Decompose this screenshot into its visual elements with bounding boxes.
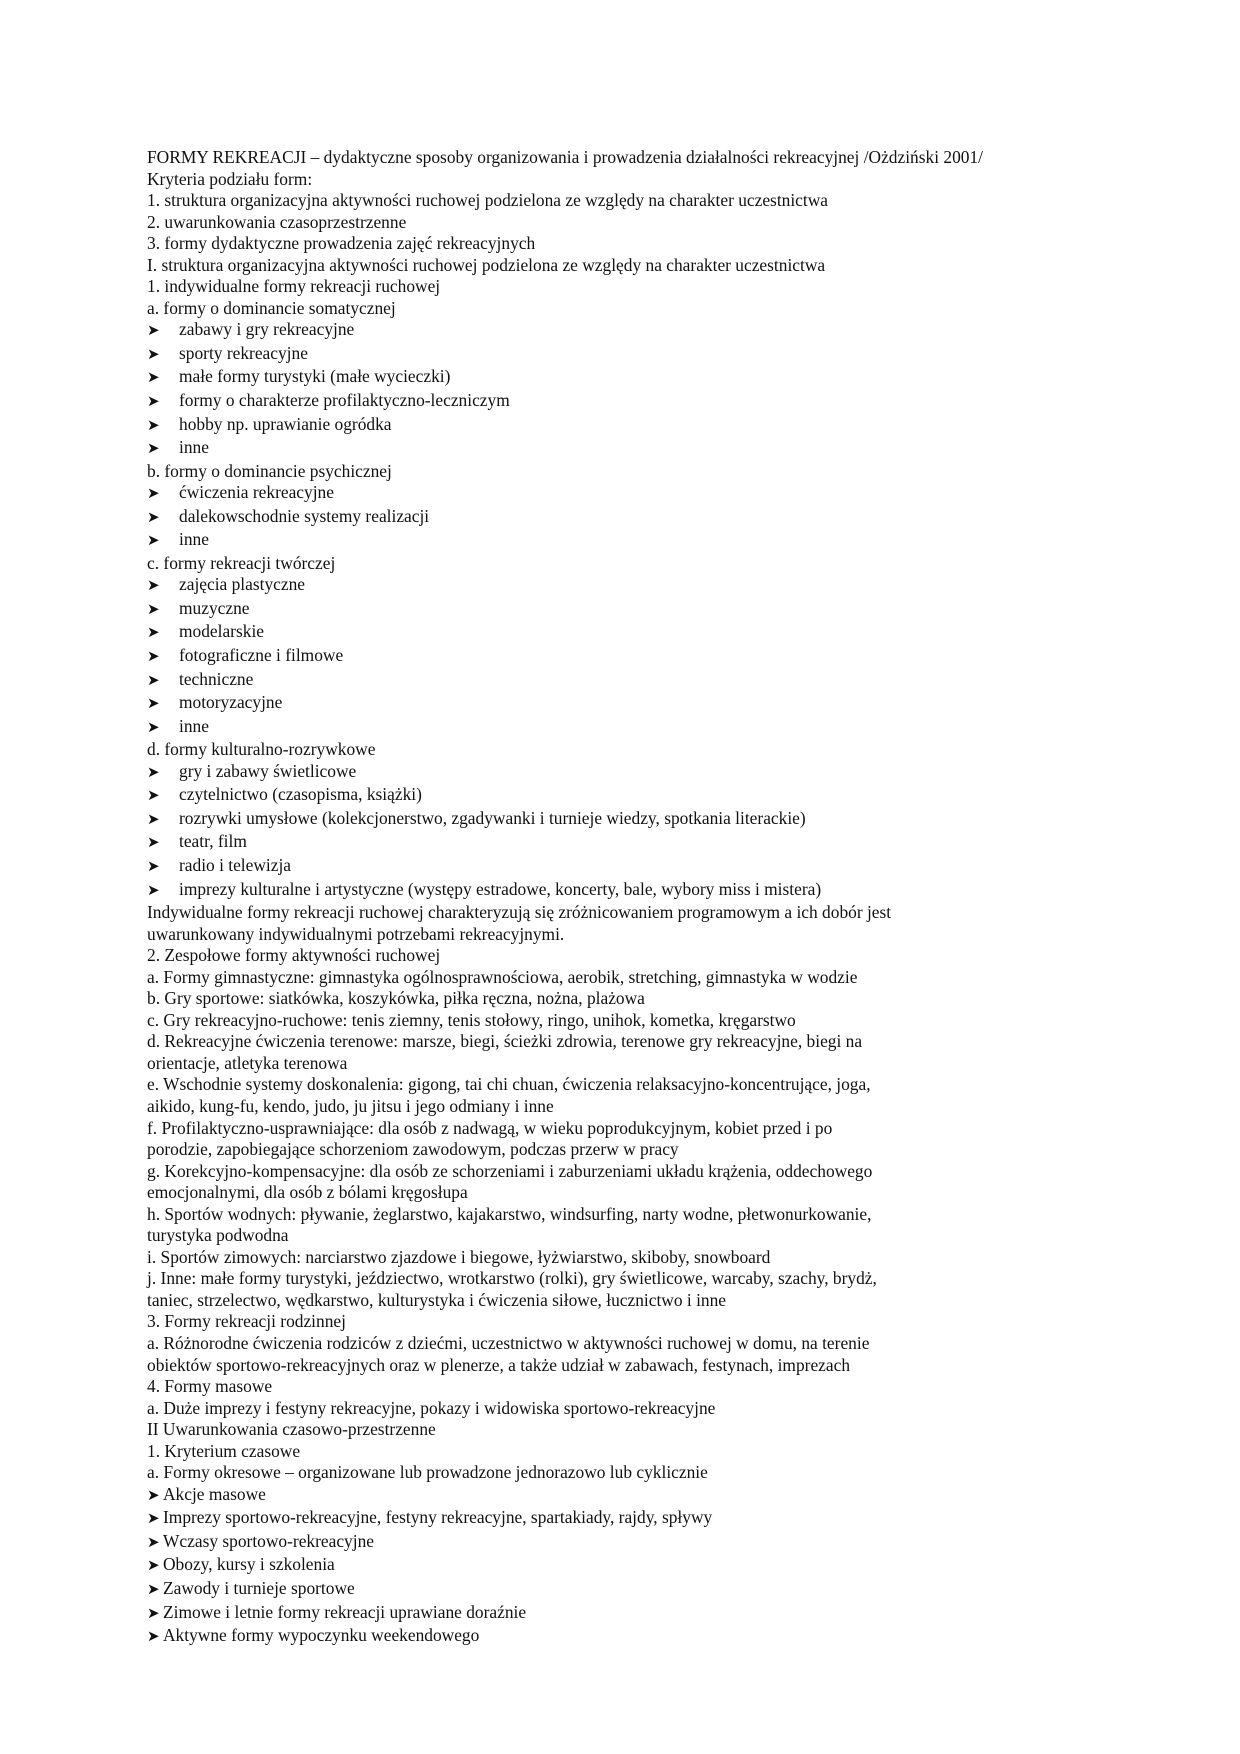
bullet-text: motoryzacyjne	[179, 692, 283, 713]
text-line: II Uwarunkowania czasowo-przestrzenne	[147, 1419, 436, 1440]
arrowhead-bullet-icon: ➤	[147, 533, 160, 550]
arrowhead-bullet-icon: ➤	[147, 509, 160, 526]
text-line: a. Duże imprezy i festyny rekreacyjne, pokazy i widowiska sportowo-rekreacyjne	[147, 1397, 716, 1418]
arrowhead-bullet-icon: ➤	[147, 1605, 160, 1622]
bullet-text: fotograficzne i filmowe	[179, 645, 344, 666]
bullet-item	[147, 1578, 1147, 1602]
arrowhead-bullet-icon: ➤	[147, 1629, 160, 1646]
bullet-item	[147, 1484, 1147, 1508]
bullet-item	[147, 879, 1147, 903]
arrowhead-bullet-icon: ➤	[147, 625, 160, 642]
bullet-text: Zawody i turnieje sportowe	[163, 1578, 355, 1598]
bullet-text: ćwiczenia rekreacyjne	[179, 482, 334, 503]
text-line: taniec, strzelectwo, wędkarstwo, kulturystyka i ćwiczenia siłowe, łucznictwo i inne	[147, 1289, 727, 1310]
bullet-text: dalekowschodnie systemy realizacji	[179, 505, 430, 526]
bullet-item	[147, 855, 1147, 879]
text-line: h. Sportów wodnych: pływanie, żeglarstwo, kajakarstwo, windsurfing, narty wodne, płetwonurkowanie,	[147, 1203, 872, 1224]
text-line: 2. Zespołowe formy aktywności ruchowej	[147, 945, 441, 966]
bullet-item	[147, 1554, 1147, 1578]
bullet-text: Wczasy sportowo-rekreacyjne	[163, 1530, 374, 1551]
arrowhead-bullet-icon: ➤	[147, 346, 160, 363]
arrowhead-bullet-icon: ➤	[147, 835, 160, 852]
bullet-text: sporty rekreacyjne	[179, 342, 308, 363]
text-line: c. formy rekreacji twórczej	[147, 552, 336, 573]
arrowhead-bullet-icon: ➤	[147, 649, 160, 666]
text-line: aikido, kung-fu, kendo, judo, ju jitsu i jego odmiany i inne	[147, 1095, 554, 1116]
bullet-item	[147, 692, 1147, 716]
text-line: 1. indywidualne formy rekreacji ruchowej	[147, 276, 441, 297]
bullet-text: czytelnictwo (czasopisma, książki)	[179, 784, 422, 805]
bullet-item	[147, 366, 1147, 390]
bullet-item	[147, 1602, 1147, 1626]
text-line: orientacje, atletyka terenowa	[147, 1052, 348, 1073]
bullet-item	[147, 414, 1147, 438]
arrowhead-bullet-icon: ➤	[147, 601, 160, 618]
bullet-item	[147, 343, 1147, 367]
bullet-text: modelarskie	[179, 621, 264, 642]
arrowhead-bullet-icon: ➤	[147, 394, 160, 411]
text-line: Kryteria podziału form:	[147, 168, 313, 189]
bullet-text: gry i zabawy świetlicowe	[179, 760, 357, 781]
bullet-text: rozrywki umysłowe (kolekcjonerstwo, zgadywanki i turnieje wiedzy, spotkania literackie)	[179, 807, 806, 828]
arrowhead-bullet-icon: ➤	[147, 1582, 160, 1598]
bullet-item	[147, 598, 1147, 622]
bullet-text: zabawy i gry rekreacyjne	[179, 319, 355, 340]
text-line: 3. formy dydaktyczne prowadzenia zajęć rekreacyjnych	[147, 233, 536, 254]
arrowhead-bullet-icon: ➤	[147, 764, 160, 781]
text-line: d. formy kulturalno-rozrywkowe	[147, 739, 376, 760]
text-line: g. Korekcyjno-kompensacyjne: dla osób ze schorzeniami i zaburzeniami układu krążenia, oddechowego	[147, 1160, 873, 1181]
arrowhead-bullet-icon: ➤	[147, 672, 160, 689]
bullet-item	[147, 761, 1147, 785]
arrowhead-bullet-icon: ➤	[147, 696, 160, 713]
bullet-item	[147, 716, 1147, 740]
text-line: turystyka podwodna	[147, 1225, 289, 1246]
bullet-item	[147, 669, 1147, 693]
text-line: j. Inne: małe formy turystyki, jeździectwo, wrotkarstwo (rolki), gry świetlicowe, warcaby, szachy, brydż,	[147, 1268, 877, 1289]
bullet-item	[147, 1625, 1147, 1649]
arrowhead-bullet-icon: ➤	[147, 417, 160, 434]
bullet-item	[147, 319, 1147, 343]
bullet-text: Zimowe i letnie formy rekreacji uprawiane doraźnie	[163, 1601, 527, 1622]
bullet-text: Aktywne formy wypoczynku weekendowego	[163, 1625, 480, 1646]
arrowhead-bullet-icon: ➤	[147, 370, 160, 387]
bullet-text: zajęcia plastyczne	[179, 574, 305, 595]
bullet-text: inne	[179, 529, 209, 550]
text-line: I. struktura organizacyjna aktywności ruchowej podzielona ze względy na charakter uczestnictwa	[147, 254, 826, 275]
arrowhead-bullet-icon: ➤	[147, 1511, 160, 1528]
text-line: obiektów sportowo-rekreacyjnych oraz w plenerze, a także udział w zabawach, festynach, imprezach	[147, 1354, 851, 1375]
text-line: emocjonalnymi, dla osób z bólami kręgosłupa	[147, 1182, 468, 1203]
bullet-item	[147, 621, 1147, 645]
text-line: b. Gry sportowe: siatkówka, koszykówka, piłka ręczna, nożna, plażowa	[147, 988, 645, 1009]
text-line: b. formy o dominancie psychicznej	[147, 460, 392, 481]
arrowhead-bullet-icon: ➤	[147, 1558, 160, 1575]
text-line: uwarunkowany indywidualnymi potrzebami rekreacyjnymi.	[147, 923, 565, 944]
bullet-item	[147, 784, 1147, 808]
text-line: porodzie, zapobiegające schorzeniom zawodowym, podczas przerw w pracy	[147, 1139, 679, 1160]
bullet-item	[147, 437, 1147, 461]
bullet-text: inne	[179, 437, 209, 458]
bullet-item	[147, 645, 1147, 669]
text-line: 2. uwarunkowania czasoprzestrzenne	[147, 211, 407, 232]
text-line: f. Profilaktyczno-usprawniające: dla osób z nadwagą, w wieku poprodukcyjnym, kobiet przed i po	[147, 1117, 833, 1138]
bullet-text: imprezy kulturalne i artystyczne (występy estradowe, koncerty, bale, wybory miss i mistera)	[179, 878, 822, 899]
arrowhead-bullet-icon: ➤	[147, 1487, 160, 1504]
bullet-text: Imprezy sportowo-rekreacyjne, festyny rekreacyjne, spartakiady, rajdy, spływy	[163, 1507, 713, 1528]
document-title-line: FORMY REKREACJI – dydaktyczne sposoby organizowania i prowadzenia działalności rekreacyjnej /Ożdziński 2001/	[147, 147, 983, 167]
arrowhead-bullet-icon: ➤	[147, 441, 160, 458]
bullet-item	[147, 506, 1147, 530]
bullet-text: Akcje masowe	[163, 1483, 266, 1504]
text-line: a. formy o dominancie somatycznej	[147, 297, 396, 318]
arrowhead-bullet-icon: ➤	[147, 858, 160, 875]
text-line: 1. struktura organizacyjna aktywności ruchowej podzielona ze względy na charakter uczestnictwa	[147, 190, 829, 211]
text-line: a. Różnorodne ćwiczenia rodziców z dziećmi, uczestnictwo w aktywności ruchowej w domu, na terenie	[147, 1332, 870, 1353]
arrowhead-bullet-icon: ➤	[147, 323, 160, 340]
bullet-text: Obozy, kursy i szkolenia	[163, 1554, 335, 1575]
text-line: Indywidualne formy rekreacji ruchowej charakteryzują się zróżnicowaniem programowym a ich dobór jest	[147, 902, 892, 923]
text-line: d. Rekreacyjne ćwiczenia terenowe: marsze, biegi, ścieżki zdrowia, terenowe gry rekreacyjne, biegi na	[147, 1031, 863, 1052]
text-line: a. Formy okresowe – organizowane lub prowadzone jednorazowo lub cyklicznie	[147, 1462, 708, 1483]
arrowhead-bullet-icon: ➤	[147, 719, 160, 736]
bullet-text: hobby np. uprawianie ogródka	[179, 413, 392, 434]
bullet-item	[147, 529, 1147, 553]
bullet-item	[147, 390, 1147, 414]
bullet-item	[147, 831, 1147, 855]
text-line: c. Gry rekreacyjno-ruchowe: tenis ziemny, tenis stołowy, ringo, unihok, kometka, kręgarstwo	[147, 1009, 796, 1030]
bullet-item	[147, 808, 1147, 832]
bullet-text: radio i telewizja	[179, 854, 292, 875]
text-line: a. Formy gimnastyczne: gimnastyka ogólnosprawnościowa, aerobik, stretching, gimnastyka w wodzie	[147, 966, 858, 987]
text-line: 1. Kryterium czasowe	[147, 1440, 301, 1461]
arrowhead-bullet-icon: ➤	[147, 811, 160, 828]
text-line: i. Sportów zimowych: narciarstwo zjazdowe i biegowe, łyżwiarstwo, skiboby, snowboard	[147, 1246, 771, 1267]
arrowhead-bullet-icon: ➤	[147, 578, 160, 595]
arrowhead-bullet-icon: ➤	[147, 882, 160, 899]
arrowhead-bullet-icon: ➤	[147, 788, 160, 805]
bullet-text: inne	[179, 715, 209, 736]
bullet-item	[147, 574, 1147, 598]
bullet-text: muzyczne	[179, 597, 250, 618]
bullet-item	[147, 482, 1147, 506]
document-page	[147, 147, 1147, 1649]
text-line: 4. Formy masowe	[147, 1376, 273, 1397]
bullet-text: formy o charakterze profilaktyczno-leczniczym	[179, 390, 510, 411]
text-line: 3. Formy rekreacji rodzinnej	[147, 1311, 346, 1332]
bullet-item	[147, 1531, 1147, 1555]
bullet-item	[147, 1507, 1147, 1531]
arrowhead-bullet-icon: ➤	[147, 486, 160, 503]
bullet-text: teatr, film	[179, 831, 247, 852]
bullet-text: techniczne	[179, 668, 254, 689]
arrowhead-bullet-icon: ➤	[147, 1534, 160, 1551]
bullet-text: małe formy turystyki (małe wycieczki)	[179, 366, 451, 387]
text-line: e. Wschodnie systemy doskonalenia: gigong, tai chi chuan, ćwiczenia relaksacyjno-koncentrujące, joga,	[147, 1074, 871, 1095]
